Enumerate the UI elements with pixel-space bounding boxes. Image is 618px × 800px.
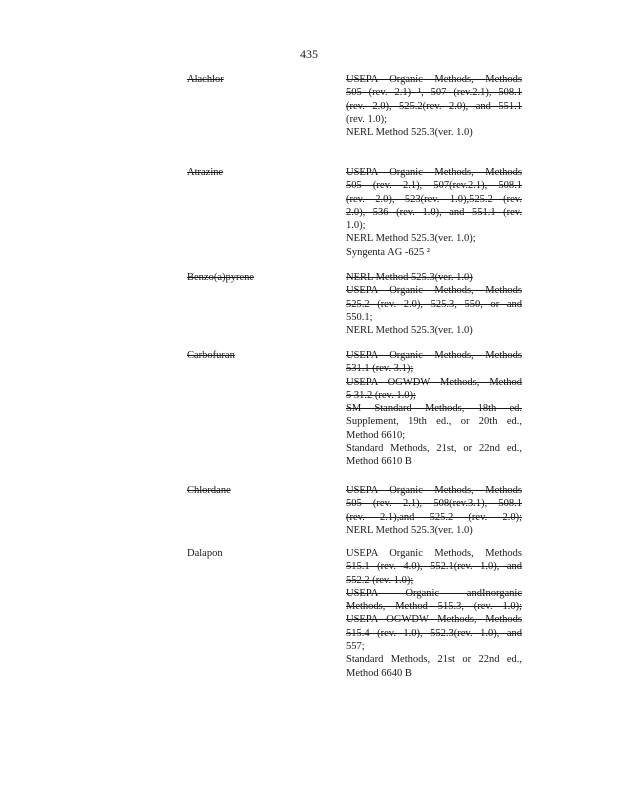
analyte-label: Benzo(a)pyrene bbox=[187, 272, 255, 283]
method-line: 550.1; bbox=[346, 311, 373, 323]
analyte-name bbox=[187, 271, 297, 284]
method-line: 505 (rev. 2.1) ¹, 507 (rev.2.1), 508.1 bbox=[346, 87, 522, 99]
method-line: Supplement, 19th ed., or 20th ed., bbox=[346, 416, 522, 428]
method-line: USEPA Organic Methods, Methods bbox=[346, 167, 522, 178]
method-line: NERL Method 525.3(ver. 1.0); bbox=[346, 233, 476, 245]
analyte-label: Alachlor bbox=[187, 74, 224, 85]
method-line: Method 6640 B bbox=[346, 667, 412, 679]
analyte-name bbox=[187, 547, 297, 560]
method-line: 2.0), 536 (rev. 1.0), and 551.1 (rev. bbox=[346, 206, 522, 218]
method-list bbox=[346, 73, 522, 139]
method-line: NERL Method 525.3(ver. 1.0) bbox=[346, 524, 473, 536]
method-list bbox=[346, 349, 522, 469]
method-line: USEPA Organic Methods, Methods bbox=[346, 548, 522, 559]
method-line: (rev. 2.1),and 525.2 (rev. 2.0); bbox=[346, 511, 522, 523]
analyte-name bbox=[187, 484, 297, 497]
page-number: 435 bbox=[300, 47, 318, 61]
method-line: NERL Method 525.3(ver. 1.0) bbox=[346, 325, 473, 337]
method-line: Method 6610; bbox=[346, 429, 406, 441]
method-line: 525.2 (rev. 2.0), 525.3, 550, or and bbox=[346, 298, 522, 310]
method-list bbox=[346, 166, 522, 259]
method-line: 557; bbox=[346, 641, 365, 653]
method-list bbox=[346, 271, 522, 337]
method-line: (rev. 2.0), 525.2(rev. 2.0), and 551.1 bbox=[346, 100, 522, 112]
method-line: USEPA OGWDW Methods, Methods bbox=[346, 614, 522, 626]
method-line: 1.0); bbox=[346, 220, 366, 232]
analyte-label: Atrazine bbox=[187, 167, 224, 178]
method-line: 515.1 (rev. 4.0), 552.1(rev. 1.0), and bbox=[346, 561, 522, 573]
method-line: USEPA Organic Methods, Methods bbox=[346, 74, 522, 85]
method-line: 515.4 (rev. 1.0), 552.3(rev. 1.0), and bbox=[346, 627, 522, 639]
method-line: 5 31.2 (rev. 1.0); bbox=[346, 389, 416, 401]
analyte-label: Carbofuran bbox=[187, 350, 235, 361]
method-line: Syngenta AG -625 ² bbox=[346, 246, 430, 258]
method-line: (rev. 1.0); bbox=[346, 113, 388, 125]
analyte-label: Chlordane bbox=[187, 485, 231, 496]
method-line: (rev. 2.0), 523(rev. 1.0),525.2 (rev. bbox=[346, 193, 522, 205]
analyte-name bbox=[187, 166, 297, 179]
method-list bbox=[346, 547, 522, 680]
analyte-name bbox=[187, 73, 297, 86]
method-line: Standard Methods, 21st, or 22nd ed., bbox=[346, 443, 522, 455]
method-line: Standard Methods, 21st or 22nd ed., bbox=[346, 654, 522, 666]
method-line: 505 (rev. 2.1), 507(rev.2.1), 508.1 bbox=[346, 180, 522, 192]
method-line: USEPA Organic andInorganic bbox=[346, 587, 522, 599]
analyte-label: Dalapon bbox=[187, 548, 223, 559]
method-line: NERL Method 525.3(ver. 1.0) bbox=[346, 272, 473, 283]
method-line: USEPA Organic Methods, Methods bbox=[346, 285, 522, 297]
method-line: SM Standard Methods, 18th ed. bbox=[346, 403, 522, 415]
method-line: 552.2 (rev. 1.0); bbox=[346, 574, 414, 586]
method-line: 531.1 (rev. 3.1); bbox=[346, 363, 414, 375]
method-list bbox=[346, 484, 522, 537]
method-line: Methods, Method 515.3, (rev. 1.0); bbox=[346, 601, 522, 613]
analyte-name bbox=[187, 349, 297, 362]
method-line: USEPA Organic Methods, Methods bbox=[346, 485, 522, 496]
method-line: Method 6610 B bbox=[346, 456, 412, 468]
method-line: USEPA OGWDW Methods, Method bbox=[346, 376, 522, 388]
method-line: USEPA Organic Methods, Methods bbox=[346, 350, 522, 361]
method-line: NERL Method 525.3(ver. 1.0) bbox=[346, 127, 473, 139]
method-line: 505 (rev. 2.1), 508(rev.3.1), 508.1 bbox=[346, 498, 522, 510]
